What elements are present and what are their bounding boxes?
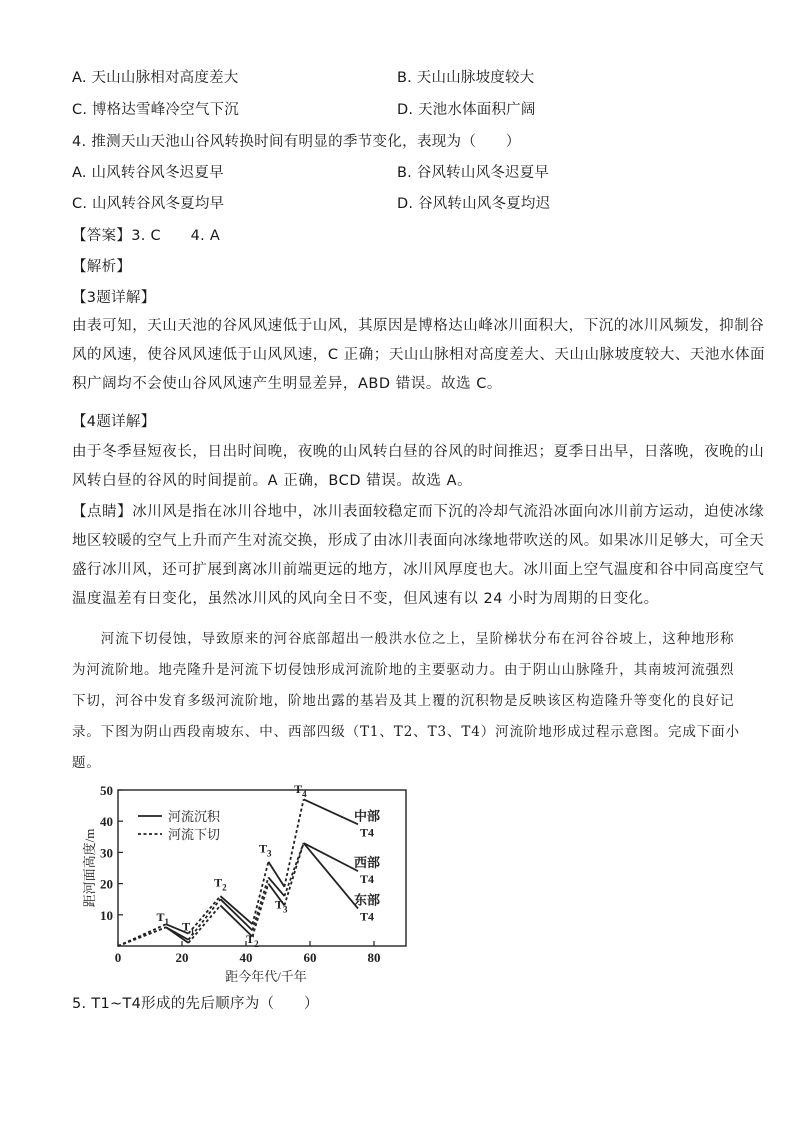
series-segment: [118, 927, 166, 946]
answer-line: [72, 224, 220, 245]
terrace-letter: T: [182, 919, 191, 934]
q5-stem: 5. T1~T4形成的先后顺序为（ ）: [72, 996, 319, 1012]
series-segment: [304, 843, 358, 909]
terrace-label: [259, 841, 272, 858]
terrace-letter: T: [258, 841, 267, 856]
y-axis-label: 距河面高度/m: [82, 828, 97, 908]
series-end-t4: T4: [360, 825, 375, 840]
series-segment: [304, 799, 358, 824]
terrace-number: 1: [190, 926, 195, 937]
legend-label-incision: 河流下切: [168, 827, 221, 842]
text-line: 积广阔均不会使山谷风风速产生明显差异，ABD 错误。故选 C。: [72, 376, 502, 392]
x-axis-label: 距今年代/千年: [225, 969, 307, 984]
series-segment: [268, 862, 284, 887]
text-line: 风转白昼的谷风的时间提前。A 正确，BCD 错误。故选 A。: [72, 473, 473, 489]
passage-text: [72, 624, 740, 779]
q4-option-b: B. 谷风转山风冬迟夏早: [397, 165, 550, 181]
text-line: 温度温差有日变化，虽然冰川风的风向全日不变，但风速有以 24 小时为周期的日变化。: [72, 591, 659, 607]
x-tick-label: 40: [239, 950, 253, 965]
series-end-label: 中部: [354, 808, 381, 824]
terrace-number: 4: [302, 789, 307, 800]
x-tick-label: 20: [175, 950, 189, 965]
terrace-label: [182, 919, 195, 936]
q3-detail-label: 【3题详解】: [72, 290, 156, 306]
terrace-number: 2: [222, 882, 227, 893]
y-tick-label: 10: [100, 907, 113, 923]
q3-option-b: B. 天山山脉坡度较大: [397, 70, 535, 86]
terrace-number: 3: [266, 848, 272, 859]
chart-labels: [157, 782, 308, 949]
text-line: 下切，河谷中发育多级河流阶地，阶地出露的基岩及其上覆的沉积物是反映该区构造隆升等变化的良好记: [72, 693, 735, 709]
text-line: 录。下图为阴山西段南坡东、中、西部四级（T1、T2、T3、T4）河流阶地形成过程示意图。完成下面小: [72, 724, 740, 740]
text-line: 由于冬季昼短夜长，日出时间晚，夜晚的山风转白昼的谷风的时间推迟；夏季日出早，日落晚，夜晚的山: [72, 444, 765, 460]
text-line: 地区较暖的空气上升而产生对流交换，形成了由冰川表面向冰缘地带吹送的风。如果冰川足够大，可全天: [72, 533, 765, 549]
terrace-number: 1: [164, 917, 170, 928]
terrace-label: [214, 876, 227, 893]
terrace-label: [157, 910, 170, 927]
terrace-number: 3: [282, 904, 288, 915]
series-end-t4: T4: [360, 872, 375, 887]
x-tick-label: 80: [367, 950, 381, 965]
text-line: 风的风速，使谷风风速低于山风风速，C 正确；天山山脉相对高度差大、天山山脉坡度较大、天池水体面: [72, 347, 766, 363]
x-tick-label: 0: [114, 950, 122, 965]
answer-label: 【答案】: [72, 228, 132, 244]
series-segment: [304, 843, 358, 871]
q4-option-d: D. 谷风转山风冬夏均迟: [397, 196, 551, 212]
y-tick-label: 20: [100, 876, 113, 892]
terrace-letter: T: [214, 875, 223, 890]
q4-option-a: A. 山风转谷风冬迟夏早: [72, 165, 224, 181]
y-tick-label: 30: [100, 845, 113, 861]
legend-label-deposition: 河流沉积: [168, 809, 221, 824]
x-tick-label: 60: [303, 950, 317, 965]
terrace-letter: T: [274, 897, 283, 912]
analysis-label: 【解析】: [72, 259, 132, 275]
q3-option-a: A. 天山山脉相对高度差大: [72, 70, 239, 86]
text-line: 盛行冰川风，还可扩展到离冰川前端更远的地方，冰川风厚度也大。冰川面上空气温度和谷中同高度空气: [72, 562, 765, 578]
series-end-label: 西部: [354, 855, 381, 871]
y-tick-label: 40: [100, 814, 113, 830]
chart-legend: [138, 809, 221, 842]
q4-option-c: C. 山风转谷风冬夏均早: [72, 196, 225, 212]
terrace-label: [294, 782, 307, 799]
answer-text: 3. C 4. A: [131, 228, 221, 244]
tip-text: [72, 498, 765, 614]
text-line: 题。: [72, 755, 101, 771]
q3-option-c: C. 博格达雪峰冷空气下沉: [72, 102, 239, 118]
y-tick-label: 50: [100, 783, 113, 798]
text-line: 河流下切侵蚀，导致原来的河谷底部超出一般洪水位之上，呈阶梯状分布在河谷谷坡上，这种地形称: [72, 631, 735, 647]
q4-stem: 4. 推测天山天池山谷风转换时间有明显的季节变化，表现为（ ）: [72, 134, 521, 150]
q4-detail-label: 【4题详解】: [72, 414, 156, 430]
text-line: 为河流阶地。地壳隆升是河流下切侵蚀形成河流阶地的主要驱动力。由于阴山山脉隆升，其南坡河流强烈: [72, 662, 735, 678]
q4-detail-text: [72, 438, 765, 496]
terrace-number: 2: [254, 938, 259, 949]
series-segment: [220, 899, 252, 930]
terrace-letter: T: [246, 931, 255, 946]
terrace-chart: [80, 776, 410, 986]
series-segment: [252, 877, 268, 930]
text-line: 由表可知，天山天池的谷风风速低于山风，其原因是博格达山峰冰川面积大，下沉的冰川风频发，抑制谷: [72, 318, 765, 334]
q3-option-d: D. 天池水体面积广阔: [397, 102, 536, 118]
text-line: 【点睛】冰川风是指在冰川谷地中，冰川表面较稳定而下沉的冷却气流沿冰面向冰川前方运动，迫使冰缘: [72, 504, 765, 520]
series-end-label: 东部: [354, 892, 381, 908]
series-end-t4: T4: [360, 909, 375, 924]
series-segment: [188, 905, 220, 942]
q3-detail-text: [72, 312, 766, 399]
terrace-letter: T: [294, 782, 303, 797]
terrace-letter: T: [156, 910, 165, 925]
